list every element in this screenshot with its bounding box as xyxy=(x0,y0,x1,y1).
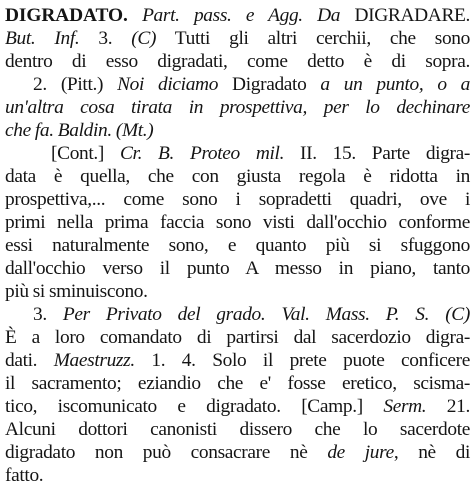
definition-author: Baldin. xyxy=(57,120,112,141)
sense-2-line-3 xyxy=(5,119,470,142)
sense-2-line-9 xyxy=(5,257,470,280)
latin-phrase: de jure xyxy=(327,442,394,463)
sense-3-line-6 xyxy=(5,418,470,441)
quote-text: È a loro comandato di partirsi dal sacerdozio digra- xyxy=(5,327,470,348)
sense-2-line-1 xyxy=(5,73,470,96)
citation-number: 21. xyxy=(446,396,470,417)
definition-text: un'altra cosa tirata in prospettiva, per lo dechinare xyxy=(5,97,470,118)
definition-text: Per Privato del grado. xyxy=(62,304,266,325)
sense-2-line-5 xyxy=(5,165,470,188)
sense-3-line-4 xyxy=(5,372,470,395)
grammar-label: Part. pass. e Agg. xyxy=(142,5,303,26)
citation-number: 1. 4. xyxy=(151,350,196,371)
sense-number: 3. xyxy=(33,304,47,325)
definition-text: che fa. xyxy=(5,120,54,141)
quote-text: digradato non può consacrare nè xyxy=(5,442,308,463)
definition-text: Noi diciamo xyxy=(117,74,219,95)
quote-text: data è quella, che con giusta regola è ridotta in xyxy=(5,166,470,187)
citation-source: Cr. B. Proteo mil. xyxy=(119,143,285,164)
quote-text: prospettiva,... come sono i sopradetti quadri, ove i xyxy=(5,189,470,210)
sense-3-line-7 xyxy=(5,441,470,464)
definition-word: Digradato xyxy=(232,74,307,95)
citation-tag: (C) xyxy=(131,28,157,49)
quote-text: Solo il prete puote conficere xyxy=(212,350,470,371)
sense-3-line-8 xyxy=(5,464,470,487)
dictionary-entry xyxy=(5,4,470,487)
quote-text: , nè di xyxy=(393,442,471,463)
quote-text: dall'occhio verso il punto A messo in piano, tanto xyxy=(5,258,470,279)
derivation-prefix: Da xyxy=(317,5,341,26)
quote-text: Alcuni dottori canonisti dissero che lo sacerdote xyxy=(5,419,470,440)
quote-text: il sacramento; eziandio che e' fosse eretico, scisma- xyxy=(5,373,470,394)
field-label: (Pitt.) xyxy=(60,74,104,95)
definition-tag: (Mt.) xyxy=(115,120,154,141)
citation-tag: (C) xyxy=(445,304,471,325)
sense-number: 2. xyxy=(33,74,47,95)
citation-source: Maestruzz. xyxy=(53,350,135,371)
headword: DIGRADATO. xyxy=(5,5,128,26)
sense-2-line-6 xyxy=(5,188,470,211)
sense-2-line-7 xyxy=(5,211,470,234)
quote-text: Tutti gli altri cerchii, che sono xyxy=(174,28,470,49)
quote-text: dati. xyxy=(5,350,38,371)
quote-text: Parte digra- xyxy=(371,143,471,164)
quote-text: dentro di esso digradati, come detto è di sopra. xyxy=(5,51,470,72)
sense-3-line-2 xyxy=(5,326,470,349)
citation-number: 3. xyxy=(98,28,113,49)
citation-source: Val. Mass. P. S. xyxy=(281,304,430,325)
quote-text: tico, iscomunicato e digradato. xyxy=(5,396,281,417)
sense-2-line-8 xyxy=(5,234,470,257)
sense-3-line-3 xyxy=(5,349,470,372)
quote-text: più si sminuiscono. xyxy=(5,281,148,302)
citation-source: Serm. xyxy=(383,396,427,417)
entry-line-2 xyxy=(5,27,470,50)
citation-tag: [Cont.] xyxy=(51,143,105,164)
sense-3-line-1 xyxy=(5,303,470,326)
sense-2-line-2 xyxy=(5,96,470,119)
entry-line-1 xyxy=(5,4,470,27)
citation-source: But. Inf. xyxy=(5,28,80,49)
sense-3-line-5 xyxy=(5,395,470,418)
definition-text: a un punto, o a xyxy=(320,74,470,95)
sense-2-line-10 xyxy=(5,280,470,303)
entry-line-3 xyxy=(5,50,470,73)
quote-text: primi nella prima faccia sono visti dall'occhio conforme xyxy=(5,212,470,233)
derivation-ref: DIGRADARE. xyxy=(354,5,471,26)
quote-text: fatto. xyxy=(5,465,44,486)
quote-text: essi naturalmente sono, e quanto più si sfuggono xyxy=(5,235,470,256)
sense-2-line-4 xyxy=(5,142,470,165)
citation-tag: [Camp.] xyxy=(301,396,363,417)
citation-number: II. 15. xyxy=(300,143,356,164)
